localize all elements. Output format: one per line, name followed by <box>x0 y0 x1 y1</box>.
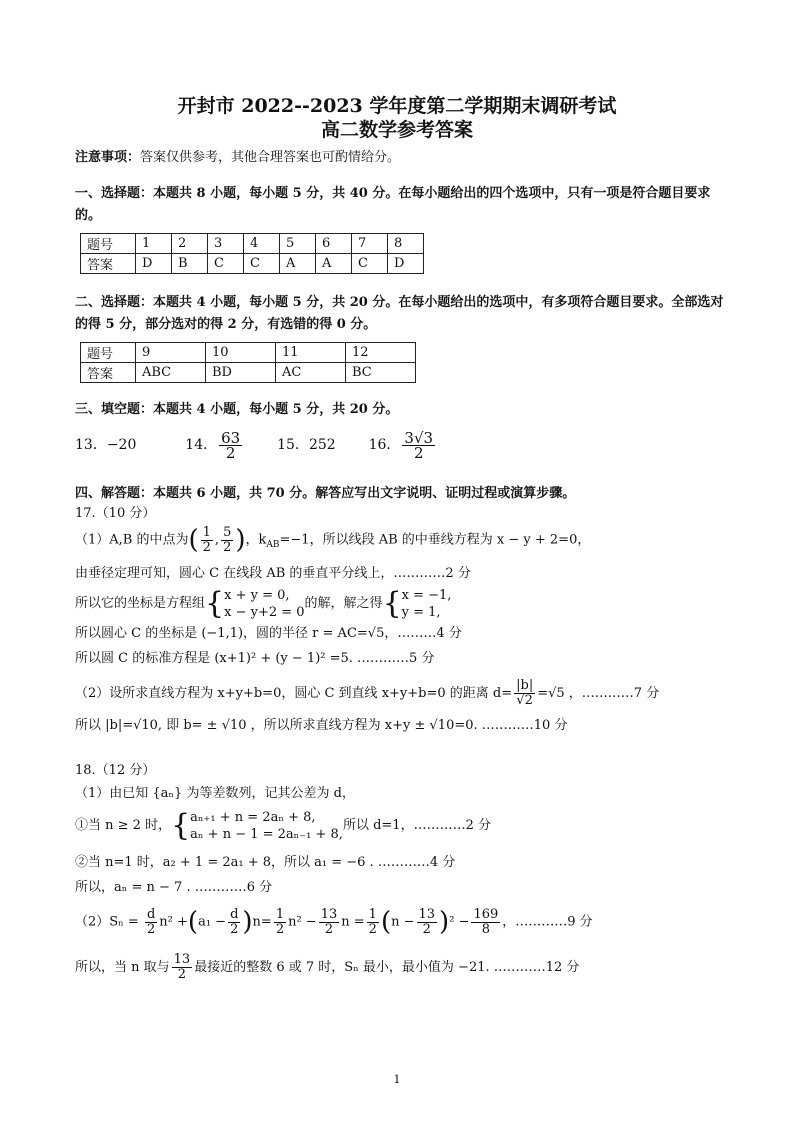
numerator: |b| <box>516 678 534 693</box>
equation: aₙ₊₁ + n = 2aₙ + 8, <box>190 809 316 825</box>
denominator: 2 <box>202 539 211 555</box>
numerator: 1 <box>368 906 377 922</box>
fraction-d-over-2 <box>145 908 157 937</box>
denominator: 2 <box>223 539 232 555</box>
brace: { <box>205 585 225 621</box>
equation: x + y = 0, <box>224 587 290 603</box>
denominator: 2 <box>146 921 156 937</box>
recurrence-system <box>190 809 343 843</box>
q13-answer: −20 <box>106 437 137 453</box>
table-cell: BD <box>206 363 276 383</box>
denominator: 2 <box>230 921 239 937</box>
q18-line1: （1）由已知 {aₙ} 为等差数列，记其公差为 d， <box>75 786 355 801</box>
equation: x − y+2 = 0 <box>224 604 305 620</box>
table-cell: AC <box>276 363 346 383</box>
table-cell: 6 <box>316 234 352 254</box>
q17-line7: 所以 |b|=√10, 即 b= ± √10 ，所以所求直线方程为 x+y ± √10=0. …………10 分 <box>75 718 568 733</box>
numerator: 13 <box>173 952 191 967</box>
q14-denominator: 2 <box>225 443 236 462</box>
term: n² − <box>288 914 317 930</box>
numerator: 13 <box>320 906 338 922</box>
row-label: 答案 <box>81 363 136 383</box>
open-paren: ( <box>380 907 392 937</box>
exam-title: 开封市 2022--2023 学年度第二学期期末调研考试 <box>177 95 617 117</box>
table-cell: 9 <box>136 343 206 363</box>
exam-subtitle: 高二数学参考答案 <box>320 119 473 141</box>
numerator: 5 <box>223 524 232 540</box>
q18-line3: ②当 n=1 时，a₂ + 1 = 2a₁ + 8，所以 a₁ = −6 . …………4 分 <box>75 855 456 870</box>
table-cell: D <box>388 254 424 274</box>
q17-line5: 所以圆 C 的标准方程是 (x+1)² + (y − 1)² =5. …………5 分 <box>75 651 435 666</box>
table-row <box>81 254 424 274</box>
table-cell: C <box>244 254 280 274</box>
q17-line1: （1）A,B 的中点为( $\frac{1}{2}$ , $\frac{5}{2}$ )，$k_{AB}=-1$，所以线段 AB 的中垂线方程为 x − y + 2=0， <box>75 524 591 555</box>
solution-system <box>402 587 452 621</box>
denominator: 2 <box>324 921 334 937</box>
section2-answer-table <box>80 342 416 383</box>
q15-answer: 252 <box>308 437 336 453</box>
table-cell: 12 <box>346 343 416 363</box>
numerator: 1 <box>202 524 211 540</box>
equation: aₙ + n − 1 = 2aₙ₋₁ + 8, <box>190 826 343 842</box>
minimum-result: 最接近的整数 6 或 7 时，Sₙ 最小，最小值为 −21. …………12 分 <box>194 960 580 975</box>
q17-line4: 所以圆心 C 的坐标是 (−1,1)，圆的半径 r = AC=√5，………4 分 <box>75 626 462 641</box>
table-cell: C <box>352 254 388 274</box>
table-cell: BC <box>346 363 416 383</box>
fraction-169-over-8 <box>471 908 500 937</box>
denominator: 8 <box>481 921 490 937</box>
table-cell: 3 <box>208 234 244 254</box>
table-row <box>81 343 416 363</box>
table-cell: 2 <box>172 234 208 254</box>
brace: { <box>382 585 402 621</box>
table-cell: 1 <box>136 234 172 254</box>
table-row <box>81 363 416 383</box>
open-paren: ( <box>188 525 199 555</box>
close-paren: ) <box>235 525 246 555</box>
q14-label: 14． <box>185 437 218 453</box>
q17-midpoint-text: （1）A,B 的中点为 <box>75 532 189 548</box>
table-cell: 4 <box>244 234 280 254</box>
slope-label: ，k <box>245 532 267 548</box>
denominator: 2 <box>422 921 431 937</box>
brace: { <box>171 807 191 843</box>
distance-text: （2）设所求直线方程为 x+y+b=0，圆心 C 到直线 x+y+b=0 的距离 d= <box>75 686 513 701</box>
midpoint-x-fraction <box>201 526 213 555</box>
solution: y = 1, <box>401 604 441 620</box>
q16-numerator: 3√3 <box>404 428 434 447</box>
term: n= <box>252 914 272 930</box>
q18-line5 <box>75 900 593 945</box>
q18-heading: 18.（12 分） <box>75 763 156 778</box>
fraction-13-over-2 <box>417 908 438 937</box>
notice <box>75 150 400 166</box>
q16-fraction <box>402 428 435 462</box>
table-cell: 8 <box>388 234 424 254</box>
sum-label: （2）Sₙ = <box>75 914 139 930</box>
close-paren: ) <box>439 907 450 937</box>
row-label: 答案 <box>81 254 136 274</box>
term: a₁ − <box>198 914 227 930</box>
minimum-intro: 所以，当 n 取与 <box>75 960 170 975</box>
table-row <box>81 234 424 254</box>
table-cell: B <box>172 254 208 274</box>
table-cell: 10 <box>206 343 276 363</box>
notice-text: 答案仅供参考，其他合理答案也可酌情给分。 <box>140 150 401 165</box>
fraction-13-over-2 <box>319 908 340 937</box>
score-marker: ，…………9 分 <box>502 914 593 930</box>
close-paren: ) <box>242 907 253 937</box>
numerator: 1 <box>275 906 285 922</box>
solution: x = −1, <box>401 587 452 603</box>
term: n − <box>391 914 415 930</box>
slope-subscript: AB <box>266 540 280 551</box>
q13-label: 13． <box>75 437 107 453</box>
section1-answer-table <box>80 233 424 274</box>
notice-label: 注意事项： <box>75 150 141 165</box>
case-n-ge-2: ①当 n ≥ 2 时， <box>75 818 172 833</box>
table-cell: 5 <box>280 234 316 254</box>
system-intro: 所以它的坐标是方程组 <box>75 596 206 611</box>
term: ² − <box>449 914 470 930</box>
numerator: d <box>230 906 239 922</box>
open-paren: ( <box>187 907 199 937</box>
table-cell: A <box>280 254 316 274</box>
table-cell: ABC <box>136 363 206 383</box>
numerator: 13 <box>418 906 436 922</box>
denominator: 2 <box>275 921 285 937</box>
section3-heading: 三、填空题：本题共 4 小题，每小题 5 分，共 20 分。 <box>75 402 399 417</box>
table-cell: D <box>136 254 172 274</box>
q16-label: 16． <box>368 437 401 453</box>
page-number: 1 <box>393 1073 401 1086</box>
common-difference-result: 所以 d=1，…………2 分 <box>342 818 491 833</box>
denominator: 2 <box>177 967 187 982</box>
midpoint-y-fraction <box>221 526 233 555</box>
distance-result: =√5 ，…………7 分 <box>537 686 660 701</box>
q16-denominator: 2 <box>413 443 424 462</box>
q18-line4: 所以，aₙ = n − 7 . …………6 分 <box>75 880 273 895</box>
fraction-d-over-2 <box>228 908 240 937</box>
fill-in-answers <box>75 423 437 467</box>
solve-text: 的解，解之得 <box>304 596 383 611</box>
q18-line6 <box>75 950 579 986</box>
q17-line6 <box>75 676 659 712</box>
fraction-1-over-2 <box>367 908 379 937</box>
section4-heading: 四、解答题：本题共 6 小题，共 70 分。解答应写出文字说明、证明过程或演算步骤。 <box>75 486 576 501</box>
section2-heading: 二、选择题：本题共 4 小题，每小题 5 分，共 20 分。在每小题给出的选项中，有多项符合题目要求。全部选对的得 5 分，部分选对的得 2 分，有选错的得 0 分。 <box>75 295 724 332</box>
term: n = <box>341 914 365 930</box>
row-label: 题号 <box>81 234 136 254</box>
denominator: 2 <box>368 921 377 937</box>
section1-heading: 一、选择题：本题共 8 小题，每小题 5 分，共 40 分。在每小题给出的四个选项中，只有一项是符合题目要求的。 <box>75 186 711 223</box>
q17-perpendicular-bisector: =−1，所以线段 AB 的中垂线方程为 x − y + 2=0， <box>279 532 591 548</box>
q17-heading: 17.（10 分） <box>75 506 156 521</box>
table-cell: 7 <box>352 234 388 254</box>
row-label: 题号 <box>81 343 136 363</box>
equation-system <box>224 587 304 621</box>
table-cell: C <box>208 254 244 274</box>
q14-numerator: 63 <box>221 428 241 447</box>
q17-line3 <box>75 584 451 624</box>
q18-line2 <box>75 806 491 846</box>
numerator: 169 <box>473 906 499 922</box>
fraction-1-over-2 <box>274 908 286 937</box>
denominator: √2 <box>516 693 533 708</box>
q15-label: 15． <box>277 437 309 453</box>
table-cell: 11 <box>276 343 346 363</box>
distance-fraction <box>514 679 535 708</box>
fraction-13-over-2 <box>172 953 193 982</box>
table-cell: A <box>316 254 352 274</box>
q17-line2: 由垂径定理可知，圆心 C 在线段 AB 的垂直平分线上，…………2 分 <box>75 566 471 581</box>
term: n² + <box>159 914 188 930</box>
q14-fraction <box>219 428 242 462</box>
numerator: d <box>146 906 156 922</box>
